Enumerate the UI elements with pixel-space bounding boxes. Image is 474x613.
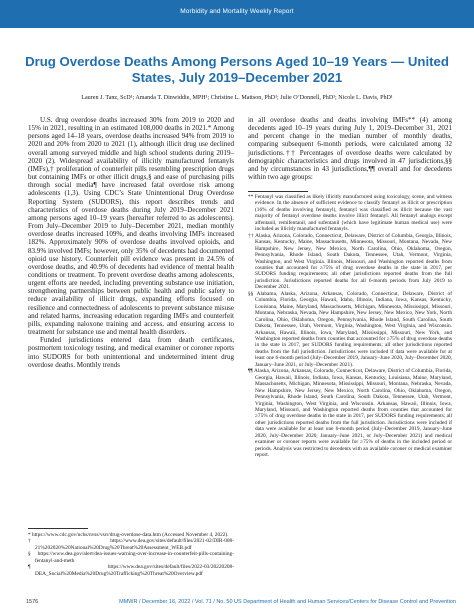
right-column — [248, 116, 452, 181]
page-footer — [0, 592, 474, 613]
footnote: ¶¶ Alaska, Arizona, Arkansas, Colorado, Connecticut, Delaware, District of Columbia, Florida, Georgia, Hawaii, Illinois, Indiana, Iowa, Kansas, Kentucky, Louisiana, Maine, Maryland, Massachusetts, Michigan, Minnesota, Mississippi, Missouri, Montana, Nebraska, Nevada, New Hampshire, New Jersey, New Mexico, North Carolina, Ohio, Oklahoma, Oregon, Pennsylvania, Rhode Island, South Carolina, South Dakota, Tennessee, Utah, Vermont, Virginia, Washington, West Virginia, and Wisconsin. Arkansas, Hawaii, Illinois, Iowa, Maryland, Missouri, and Washington reported deaths from counties that accounted for ≥75% of drug overdose deaths in the state in 2017, per SUDORS funding requirements; all other jurisdictions reported deaths from the full jurisdiction. Jurisdictions were included if data were available for at least one 6-month period (July–December 2019, January–June 2020, July–December 2020, January–June 2021, or July–December 2021) and medical examiner or coroner reports were available for ≥75% of deaths in the included period or periods. Analysis was restricted to decedents with an available coroner or medical examiner report. — [248, 368, 452, 459]
author-list: Lauren J. Tanz, ScD¹; Amanda T. Dinwiddie, MPH¹; Christine L. Mattson, PhD¹; Julie O’Donnell, PhD¹; Nicole L. Davis, PhD¹ — [81, 95, 393, 101]
body-paragraph: Funded jurisdictions entered data from death certificates, postmortem toxicology testing, and medical examiner or coroner reports into SUDORS for both unintentional and undetermined intent drug overdose deaths. Monthly trends — [28, 336, 234, 369]
journal-name: Morbidity and Mortality Weekly Report — [180, 8, 294, 15]
footnote: §§ Alabama, Alaska, Arizona, Arkansas, Colorado, Connecticut, Delaware, District of Columbia, Florida, Georgia, Hawaii, Idaho, Illinois, Indiana, Iowa, Kansas, Kentucky, Louisiana, Maine, Maryland, Massachusetts, Michigan, Minnesota, Mississippi, Missouri, Montana, Nebraska, Nevada, New Hampshire, New Jersey, New Mexico, New York, North Carolina, Ohio, Oklahoma, Oregon, Pennsylvania, Rhode Island, South Carolina, South Dakota, Tennessee, Utah, Vermont, Virginia, Washington, West Virginia, and Wisconsin. Arkansas, Hawaii, Illinois, Iowa, Maryland, Mississippi, Missouri, New York, and Washington reported deaths from counties that accounted for ≥75% of drug overdose deaths in the state in 2017, per SUDORS funding requirements; all other jurisdictions reported deaths from the full jurisdiction. Jurisdictions were included if data were available for at least one 6-month period (July–December 2019, January–June 2020, July–December 2020, January–June 2021, or July–December 2021). — [248, 290, 452, 368]
journal-header-bar — [0, 0, 474, 28]
article-title: Drug Overdose Deaths Among Persons Aged 10–19 Years — United States, July 2019–December 2021 — [25, 54, 449, 85]
footnote: § https://www.dea.gov/alert/dea-issues-warning-over-increase-in-counterfeit-pills-containing-fentanyl-and-meth — [28, 551, 234, 564]
footnote-divider — [248, 191, 308, 192]
footnote: †† Alaska, Arizona, Colorado, Connecticut, Delaware, District of Columbia, Georgia, Illinois, Kansas, Kentucky, Maine, Massachusetts, Minnesota, Missouri, Montana, Nevada, New Hampshire, New Jersey, New Mexico, North Carolina, Ohio, Oklahoma, Oregon, Pennsylvania, Rhode Island, South Dakota, Tennessee, Utah, Vermont, Virginia, Washington, and West Virginia. Illinois, Missouri, and Washington reported deaths from counties that accounted for ≥75% of drug overdose deaths in the state in 2017, per SUDORS funding requirements; all other jurisdictions reported deaths from the full jurisdiction. Jurisdictions reported deaths for all 6-month periods from July 2019 to December 2021. — [248, 232, 452, 291]
footer-citation: MMWR / December 16, 2022 / Vol. 71 / No. 50 US Department of Health and Human Services/Centers for Disease Control and Prevention — [119, 599, 456, 605]
footnote-divider — [28, 528, 88, 529]
left-column — [28, 116, 234, 369]
footnote: ** Fentanyl was classified as likely illicitly manufactured using toxicology, scene, and witness evidence. In the absence of sufficient evidence to classify fentanyl as illicit or prescription (16% of deaths involving fentanyl), fentanyl was classified as illicit because the vast majority of fentanyl overdose deaths involve illicit fentanyl. All fentanyl analogs except alfentanil, remifentanil, and sufentanil (which have legitimate human medical use) were included as illicitly manufactured fentanyls. — [248, 194, 452, 233]
footnote: † https://www.dea.gov/sites/default/files/2021-02/DIR-008-21%202020%20National%20Drug%20Threat%20Assessment_WEB.pdf — [28, 538, 234, 551]
right-footnotes — [248, 194, 452, 459]
page-number: 1576 — [26, 599, 39, 605]
footnote: * https://www.cdc.gov/nchs/nvss/vsrr/drug-overdose-data.htm (Accessed November 4, 2022). — [28, 532, 229, 538]
body-paragraph: in all overdose deaths and deaths involving IMFs** (4) among decedents aged 10–19 years during July 1, 2019–December 31, 2021 and percent change in the median number of monthly deaths, comparing subsequent 6-month periods, were calculated among 32 jurisdictions.†† Percentages of overdose deaths were calculated by demographic characteristics and drugs involved in 47 jurisdictions,§§ and by circumstances in 43 jurisdictions,¶¶ overall and for decedents within two age groups: — [248, 116, 452, 182]
body-paragraph: U.S. drug overdose deaths increased 30% from 2019 to 2020 and 15% in 2021, resulting in an estimated 108,000 deaths in 2021.* Among persons aged 14–18 years, overdose deaths increased 94% from 2019 to 2020 and 20% from 2020 to 2021 (1), although illicit drug use declined overall among surveyed middle and high school students during 2019–2020 (2). Widespread availability of illicitly manufactured fentanyls (IMFs),† proliferation of counterfeit pills resembling prescription drugs but containing IMFs or other illicit drugs,§ and ease of purchasing pills through social media¶ have increased fatal overdose risk among adolescents (1,3). Using CDC’s State Unintentional Drug Overdose Reporting System (SUDORS), this report describes trends and characteristics of overdose deaths during July 2019–December 2021 among persons aged 10–19 years (hereafter referred to as adolescents). From July–December 2019 to July–December 2021, median monthly overdose deaths increased 109%, and deaths involving IMFs increased 182%. Approximately 90% of overdose deaths involved opioids, and 83.9% involved IMFs; however, only 35% of decedents had documented opioid use history. Counterfeit pill evidence was present in 24.5% of overdose deaths, and 40.9% of decedents had evidence of mental health conditions or treatment. To prevent overdose deaths among adolescents, urgent efforts are needed, including preventing substance use initiation, strengthening partnerships between public health and public safety to reduce availability of illicit drugs, expanding efforts focused on resilience and connectedness of adolescents to prevent substance misuse and related harms, increasing education regarding IMFs and counterfeit pills, expanding naloxone training and access, and ensuring access to treatment for substance use and mental health disorders. — [28, 116, 234, 337]
left-footnotes — [28, 532, 234, 577]
footnote: ¶ https://www.dea.gov/sites/default/files/2022-03/20220208-DEA_Social%20Media%20Drug%20Trafficking%20Threat%20Overview.pdf — [28, 564, 234, 577]
